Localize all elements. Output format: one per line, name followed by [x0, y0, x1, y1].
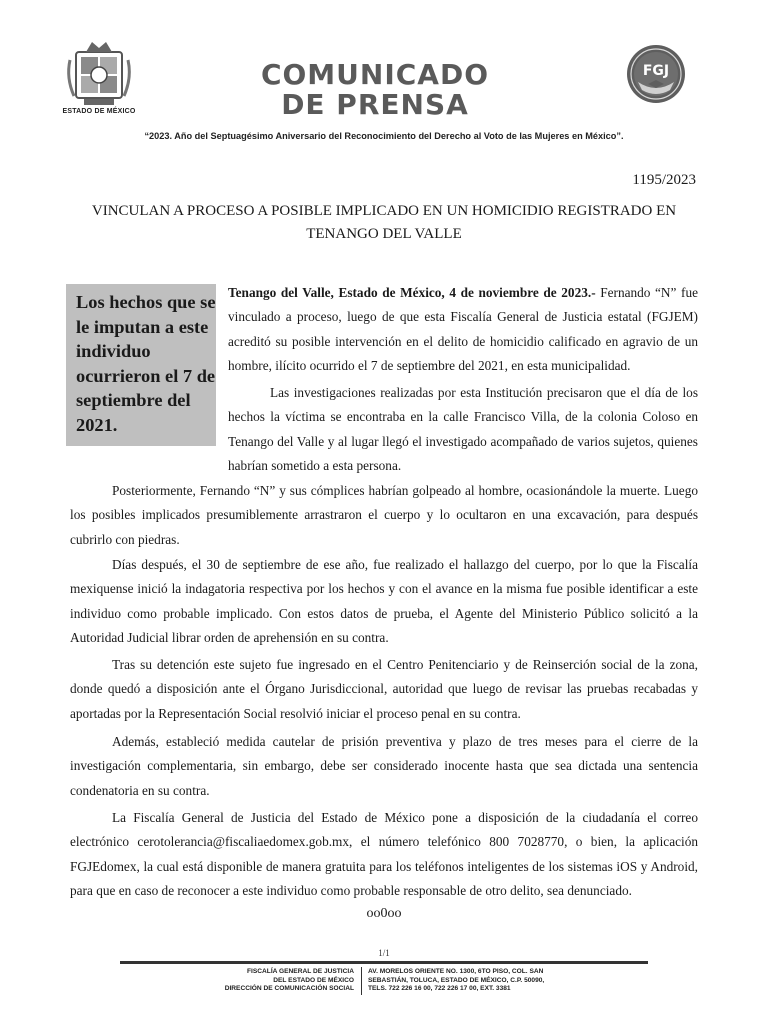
footer-address	[368, 968, 648, 994]
footer-left-line-1: FISCALÍA GENERAL DE JUSTICIA	[247, 968, 354, 975]
footer-left-line-2: DEL ESTADO DE MÉXICO	[273, 976, 354, 984]
footer-right-line-2: SEBASTIÁN, TOLUCA, ESTADO DE MÉXICO, C.P. 50090,	[368, 976, 545, 984]
official-motto: “2023. Año del Septuagésimo Aniversario del Reconocimiento del Derecho al Voto de las Mujeres en México”.	[144, 131, 624, 141]
footer-rule	[120, 961, 648, 964]
paragraph-6: La Fiscalía General de Justicia del Estado de México pone a disposición de la ciudadanía el correo electrónico cerotolerancia@fiscaliaedomex.gob.mx, el número telefónico 800 7028770, o bien, la aplicación FGJEdomex, la cual está disponible de manera gratuita para los teléfonos inteligentes de los sistemas iOS y Android, para que en caso de reconocer a este individuo como probable responsable de otro delito, sea denunciado.	[70, 810, 698, 899]
highlight-box	[66, 284, 216, 446]
lead-text: Fernando “N” fue vinculado a proceso, luego de que esta Fiscalía General de Justicia estatal (FGJEM) acreditó su posible intervención en el delito de homicidio calificado en agravio de un hombre, ilícito ocurrido el 7 de septiembre del 2021, en esta municipalidad.	[228, 285, 698, 374]
state-seal-icon	[64, 38, 134, 108]
page-number: 1/1	[378, 948, 390, 958]
dateline: Tenango del Valle, Estado de México, 4 de noviembre de 2023.-	[228, 285, 596, 300]
end-separator: oo0oo	[366, 906, 402, 921]
fgj-logo-text: FGJ	[642, 63, 670, 79]
footer-right-line-1: AV. MORELOS ORIENTE NO. 1300, 6TO PISO, COL. SAN	[368, 968, 544, 975]
footer-right-line-3: TELS. 722 226 16 00, 722 226 17 00, EXT. 3381	[368, 985, 511, 993]
fgj-logo-icon	[626, 44, 686, 104]
highlight-text: Los hechos que se le imputan a este individuo ocurrieron el 7 de septiembre del 2021.	[76, 292, 216, 435]
paragraph-3: Días después, el 30 de septiembre de ese año, fue realizado el hallazgo del cuerpo, por lo que la Fiscalía mexiquense inició la indagatoria respectiva por los hechos y con el avance en la misma fue posible identificar a este individuo como probable implicado. Con estos datos de prueba, el Agente del Ministerio Público solicitó a la Autoridad Judicial librar orden de aprehensión en su contra.	[70, 557, 698, 646]
headline: VINCULAN A PROCESO A POSIBLE IMPLICADO EN UN HOMICIDIO REGISTRADO EN TENANGO DEL VALLE	[91, 203, 677, 242]
title-line-2: DE PRENSA	[281, 88, 469, 121]
document-header	[0, 38, 768, 124]
page-title	[248, 60, 502, 120]
paragraph-5: Además, estableció medida cautelar de prisión preventiva y plazo de tres meses para el cierre de la investigación complementaria, sin embargo, debe ser considerado inocente hasta que sea dictada una sentencia condenatoria en su contra.	[70, 734, 698, 798]
title-line-1: COMUNICADO	[260, 58, 490, 91]
paragraph-4: Tras su detención este sujeto fue ingresado en el Centro Penitenciario y de Reinserción social de la zona, donde quedó a disposición ante el Órgano Jurisdiccional, autoridad que luego de revisar las pruebas recabadas y aportadas por la Representación Social resolvió iniciar el proceso penal en su contra.	[70, 657, 698, 721]
footer-left-line-3: DIRECCIÓN DE COMUNICACIÓN SOCIAL	[224, 985, 354, 993]
state-name-label: ESTADO DE MÉXICO	[62, 108, 136, 115]
paragraph-2: Posteriormente, Fernando “N” y sus cómplices habrían golpeado al hombre, ocasionándole la muerte. Luego los posibles implicados presumiblemente arrastraron el cuerpo y lo ocultaron en una excavación, para después cubrirlo con piedras.	[70, 483, 698, 547]
footer-divider	[361, 967, 362, 995]
lead-paragraph	[228, 281, 698, 379]
bulletin-number: 1195/2023	[632, 172, 696, 188]
paragraph-1: Las investigaciones realizadas por esta Institución precisaron que el día de los hechos la víctima se encontraba en la calle Francisco Villa, de la colonia Coloso en Tenango del Valle y al lugar llegó el investigado acompañado de varios sujetos, quienes habrían sometido a esta persona.	[228, 385, 698, 474]
footer-institution	[120, 968, 354, 994]
